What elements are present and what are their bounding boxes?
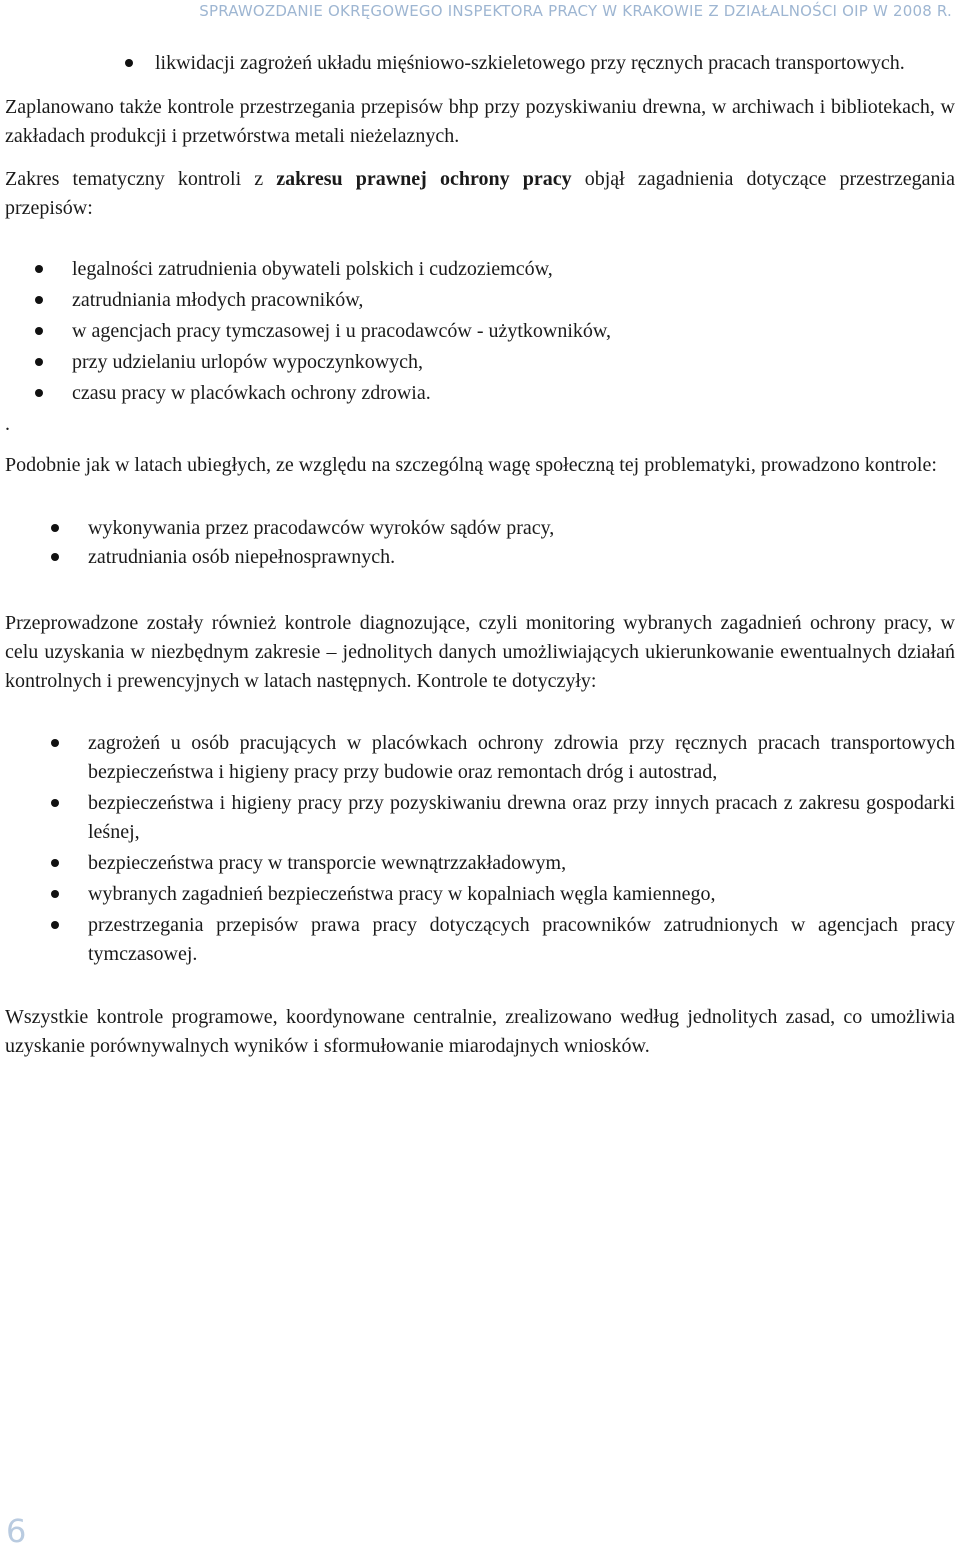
scope-list	[5, 255, 955, 408]
list-item: zatrudniania młodych pracowników,	[72, 286, 955, 315]
bullet-icon	[35, 265, 43, 273]
list-item: zagrożeń u osób pracujących w placówkach ochrony zdrowia przy ręcznych pracach transportowych bezpieczeństwa i higieny pracy przy budowie oraz remontach dróg i autostrad,	[88, 729, 955, 787]
bullet-icon	[51, 799, 59, 807]
list-item: wykonywania przez pracodawców wyroków sądów pracy,	[88, 514, 955, 543]
list-item: bezpieczeństwa i higieny pracy przy pozyskiwaniu drewna oraz przy innych pracach z zakresu gospodarki leśnej,	[88, 789, 955, 847]
bullet-icon	[51, 524, 59, 532]
paragraph-conclusion: Wszystkie kontrole programowe, koordynowane centralnie, zrealizowano według jednolitych zasad, co umożliwia uzyskanie porównywalnych wyników i sformułowanie miarodajnych wniosków.	[5, 1006, 955, 1057]
bullet-icon	[35, 327, 43, 335]
bullet-icon	[51, 553, 59, 561]
bullet-icon	[51, 859, 59, 867]
bullet-icon	[51, 890, 59, 898]
stray-dot: .	[5, 413, 10, 435]
document-body	[5, 49, 955, 1061]
paragraph-planned-inspections: Zaplanowano także kontrole przestrzegania przepisów bhp przy pozyskiwaniu drewna, w archiwach i bibliotekach, w zakładach produkcji i przetwórstwa metali nieżelaznych.	[5, 96, 955, 147]
diagnostic-list	[5, 729, 955, 969]
page-number: 6	[6, 1512, 27, 1550]
paragraph-similar-years: Podobnie jak w latach ubiegłych, ze względu na szczególną wagę społeczną tej problematyki, prowadzono kontrole:	[5, 454, 937, 476]
list-item: czasu pracy w placówkach ochrony zdrowia.	[72, 379, 955, 408]
bullet-icon	[51, 739, 59, 747]
paragraph-scope: Zakres tematyczny kontroli z zakresu prawnej ochrony pracy objął zagadnienia dotyczące przestrzegania przepisów:	[5, 168, 955, 219]
list-item: legalności zatrudnienia obywateli polskich i cudzoziemców,	[72, 255, 955, 284]
list-item: wybranych zagadnień bezpieczeństwa pracy w kopalniach węgla kamiennego,	[88, 880, 955, 909]
list-item: zatrudniania osób niepełnosprawnych.	[88, 543, 955, 572]
social-inspections-list	[5, 514, 955, 572]
scope-emphasis: zakresu prawnej ochrony pracy	[276, 168, 572, 190]
list-item: w agencjach pracy tymczasowej i u pracodawców - użytkowników,	[72, 317, 955, 346]
bullet-icon	[51, 921, 59, 929]
bullet-icon	[35, 389, 43, 397]
list-item: likwidacji zagrożeń układu mięśniowo-szkieletowego przy ręcznych pracach transportowych.	[155, 49, 955, 78]
paragraph-diagnostic: Przeprowadzone zostały również kontrole diagnozujące, czyli monitoring wybranych zagadnień ochrony pracy, w celu uzyskania w niezbędnym zakresie – jednolitych danych umożliwiających ukierunkowanie ewentualnych działań kontrolnych i prewencyjnych w latach następnych. Kontrole te dotyczyły:	[5, 612, 955, 692]
list-item: przy udzielaniu urlopów wypoczynkowych,	[72, 348, 955, 377]
bullet-icon	[35, 296, 43, 304]
list-item: przestrzegania przepisów prawa pracy dotyczących pracowników zatrudnionych w agencjach pracy tymczasowej.	[88, 911, 955, 969]
list-item: bezpieczeństwa pracy w transporcie wewnątrzzakładowym,	[88, 849, 955, 878]
top-bullet-list	[5, 49, 955, 78]
running-header: SPRAWOZDANIE OKRĘGOWEGO INSPEKTORA PRACY W KRAKOWIE Z DZIAŁALNOŚCI OIP W 2008 R.	[199, 2, 952, 20]
bullet-icon	[125, 59, 133, 67]
bullet-icon	[35, 358, 43, 366]
